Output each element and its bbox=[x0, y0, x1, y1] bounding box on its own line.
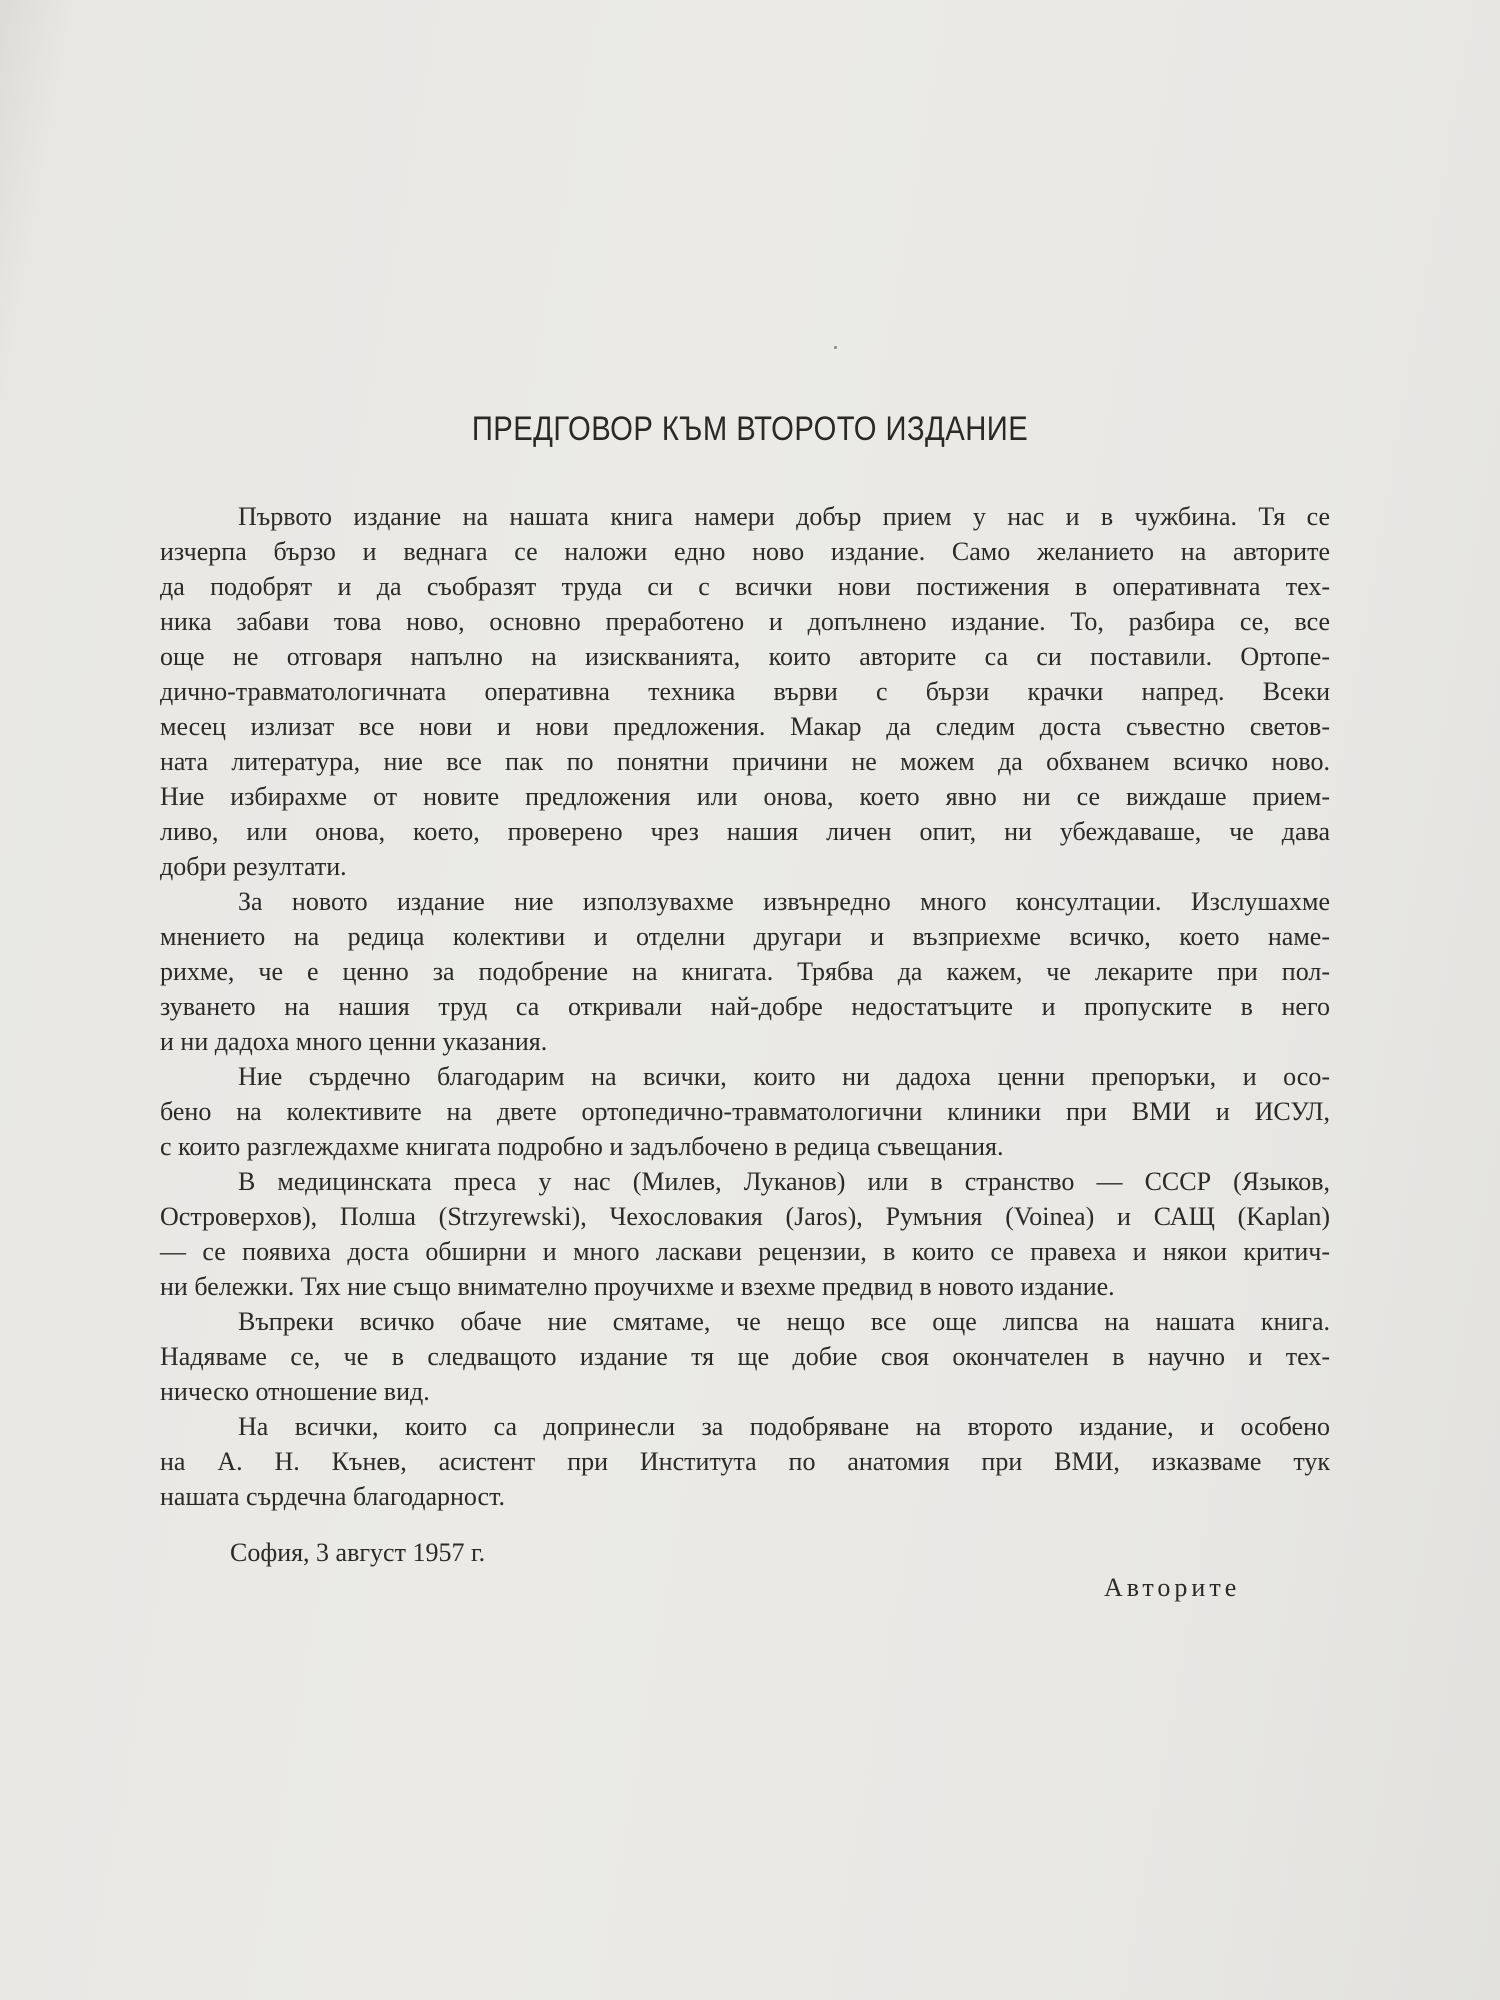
text-line: на А. Н. Кънев, асистент при Института по анатомия при ВМИ, изказваме тук bbox=[160, 1447, 1330, 1476]
text-line: Първото издание на нашата книга намери добър прием у нас и в чужбина. Тя се bbox=[238, 502, 1330, 531]
paragraph bbox=[160, 1059, 1330, 1164]
text-line: дично-травматологичната оперативна техника върви с бързи крачки напред. Всеки bbox=[160, 677, 1330, 706]
text-line: Ние избирахме от новите предложения или онова, което явно ни се виждаше прием- bbox=[160, 782, 1330, 811]
paragraph bbox=[160, 1164, 1330, 1304]
text-line: още не отговаря напълно на изискванията, които авторите са си поставили. Ортопе- bbox=[160, 642, 1330, 671]
page-title: ПРЕДГОВОР КЪМ ВТОРОТО ИЗДАНИЕ bbox=[471, 410, 1029, 448]
text-line: На всички, които са допринесли за подобряване на второто издание, и особено bbox=[238, 1412, 1330, 1441]
text-line: Надяваме се, че в следващото издание тя ще добие своя окончателен в научно и тех- bbox=[160, 1342, 1330, 1371]
text-line: месец излизат все нови и нови предложения. Макар да следим доста съвестно светов- bbox=[160, 712, 1330, 741]
text-line: рихме, че е ценно за подобрение на книгата. Трябва да кажем, че лекарите при пол- bbox=[160, 957, 1330, 986]
text-line: — се появиха доста обширни и много ласкави рецензии, в които се правеха и някои критич- bbox=[160, 1237, 1330, 1266]
text-line: зуването на нашия труд са откривали най-добре недостатъците и пропуските в него bbox=[160, 992, 1330, 1021]
text-line: Въпреки всичко обаче ние смятаме, че нещо все още липсва на нашата книга. bbox=[238, 1307, 1330, 1336]
text-line: Островерхов), Полша (Strzyrewski), Чехословакия (Jaros), Румъния (Voinea) и САЩ (Kaplan) bbox=[160, 1202, 1330, 1231]
text-line: ната литература, ние все пак по понятни причини не можем да обхванем всичко ново. bbox=[160, 747, 1330, 776]
paragraph bbox=[160, 1409, 1330, 1514]
text-line: За новото издание ние използувахме извънредно много консултации. Изслушахме bbox=[238, 887, 1330, 916]
text-line: Ние сърдечно благодарим на всички, които ни дадоха ценни препоръки, и осо- bbox=[238, 1062, 1330, 1091]
paragraph bbox=[160, 499, 1330, 884]
text-line: ни бележки. Тях ние също внимателно проучихме и взехме предвид в новото издание. bbox=[160, 1272, 1115, 1301]
text-line: да подобрят и да съобразят труда си с всички нови постижения в оперативната тех- bbox=[160, 572, 1330, 601]
text-line: с които разглеждахме книгата подробно и задълбочено в редица съвещания. bbox=[160, 1132, 1004, 1161]
preface-body bbox=[160, 499, 1330, 1514]
date-line: София, 3 август 1957 г. bbox=[230, 1538, 486, 1567]
text-line: изчерпа бързо и веднага се наложи едно ново издание. Само желанието на авторите bbox=[160, 537, 1330, 566]
text-line: добри резултати. bbox=[160, 852, 347, 881]
text-line: и ни дадоха много ценни указания. bbox=[160, 1027, 548, 1056]
text-line: нашата сърдечна благодарност. bbox=[160, 1482, 505, 1511]
signature: Авторите bbox=[1104, 1573, 1241, 1602]
text-line: В медицинската преса у нас (Милев, Луканов) или в странство — СССР (Языков, bbox=[238, 1167, 1330, 1196]
paragraph bbox=[160, 1304, 1330, 1409]
text-line: ливо, или онова, което, проверено чрез нашия личен опит, ни убеждаваше, че дава bbox=[160, 817, 1330, 846]
text-line: мнението на редица колективи и отделни другари и възприехме всичко, което наме- bbox=[160, 922, 1330, 951]
text-line: ника забави това ново, основно преработено и допълнено издание. То, разбира се, все bbox=[160, 607, 1330, 636]
paragraph bbox=[160, 884, 1330, 1059]
text-line: бено на колективите на двете ортопедично-травматологични клиники при ВМИ и ИСУЛ, bbox=[160, 1097, 1330, 1126]
print-speck bbox=[834, 346, 837, 349]
text-line: ническо отношение вид. bbox=[160, 1377, 430, 1406]
